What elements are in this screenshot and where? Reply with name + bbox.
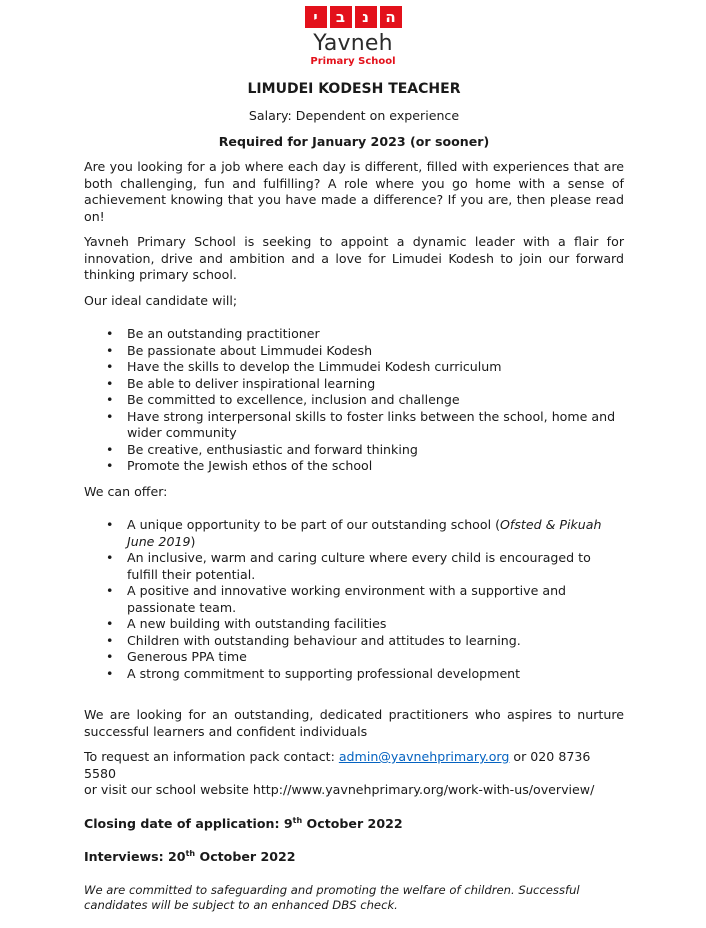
offer-text: ): [190, 533, 196, 549]
logo-wordmark: Yavneh: [313, 31, 393, 56]
contact-phone: or 020 8736 5580: [84, 749, 591, 781]
looking-for-paragraph: We are looking for an outstanding, dedicated practitioners who aspires to nurture successful learners and confident individuals: [84, 707, 624, 739]
contact-paragraph: [84, 749, 624, 799]
closing-date: [84, 816, 624, 833]
list-item: • Be committed to excellence, inclusion and challenge: [84, 392, 624, 409]
list-item: • A positive and innovative working environment with a supportive and passionate team.: [84, 583, 624, 616]
list-item: [84, 517, 624, 550]
start-date-line: Required for January 2023 (or sooner): [218, 133, 490, 149]
salary-line: Salary: Dependent on experience: [248, 108, 460, 123]
closing-label: Closing date of application: 9: [84, 815, 293, 831]
list-item: • Be passionate about Limmudei Kodesh: [84, 343, 624, 360]
logo-letter-tile: י: [305, 6, 327, 28]
interview-sup: th: [185, 848, 196, 858]
list-item: • Children with outstanding behaviour and attitudes to learning.: [84, 633, 624, 650]
interview-date: [84, 849, 624, 866]
email-link[interactable]: admin@yavnehprimary.org: [338, 749, 510, 764]
offer-heading: We can offer:: [84, 483, 168, 499]
logo-letter-tile: ה: [380, 6, 402, 28]
candidate-list: [84, 326, 624, 475]
interview-rest: October 2022: [195, 849, 296, 864]
page-title: LIMUDEI KODESH TEACHER: [247, 81, 461, 97]
interview-label: Interviews: 20: [84, 849, 186, 864]
logo-letter-tile: נ: [355, 6, 377, 28]
intro-paragraph: Are you looking for a job where each day is different, filled with experiences that are both challenging, fun and fulfilling? A role where you go home with a sense of achievement knowing that you have made a difference? If you are, then please read on!: [84, 159, 624, 224]
list-item: • Be able to deliver inspirational learning: [84, 376, 624, 393]
document-body: [84, 80, 624, 923]
school-logo: [0, 6, 706, 68]
list-item: • A strong commitment to supporting professional development: [84, 666, 624, 683]
list-item: • Have strong interpersonal skills to foster links between the school, home and wider community: [84, 409, 624, 442]
list-item: • A new building with outstanding facilities: [84, 616, 624, 633]
logo-subtitle: Primary School: [310, 56, 396, 67]
list-item: • Be an outstanding practitioner: [84, 326, 624, 343]
seeking-paragraph: Yavneh Primary School is seeking to appoint a dynamic leader with a flair for innovation, drive and ambition and a love for Limudei Kodesh to join our forward thinking primary school.: [84, 234, 624, 282]
list-item: • Be creative, enthusiastic and forward thinking: [84, 442, 624, 459]
website-line: or visit our school website http://www.yavnehprimary.org/work-with-us/overview/: [84, 782, 595, 797]
offer-list: [84, 517, 624, 682]
list-item: • Generous PPA time: [84, 649, 624, 666]
closing-sup: th: [292, 815, 303, 825]
list-item: • An inclusive, warm and caring culture where every child is encouraged to fulfill their potential.: [84, 550, 624, 583]
safeguarding-note: We are committed to safeguarding and promoting the welfare of children. Successful candidates will be subject to an enhanced DBS check.: [84, 882, 580, 912]
hebrew-letter-tiles: [0, 6, 706, 28]
offer-italic-text: Ofsted & Pikuah June 2019: [127, 517, 602, 549]
logo-letter-tile: ב: [330, 6, 352, 28]
list-item: • Promote the Jewish ethos of the school: [84, 458, 624, 475]
offer-text: A unique opportunity to be part of our outstanding school (: [127, 517, 500, 532]
list-item: • Have the skills to develop the Limmudei Kodesh curriculum: [84, 359, 624, 376]
candidate-heading: Our ideal candidate will;: [84, 292, 238, 308]
contact-prefix: To request an information pack contact:: [84, 749, 339, 764]
closing-rest: October 2022: [302, 815, 403, 831]
